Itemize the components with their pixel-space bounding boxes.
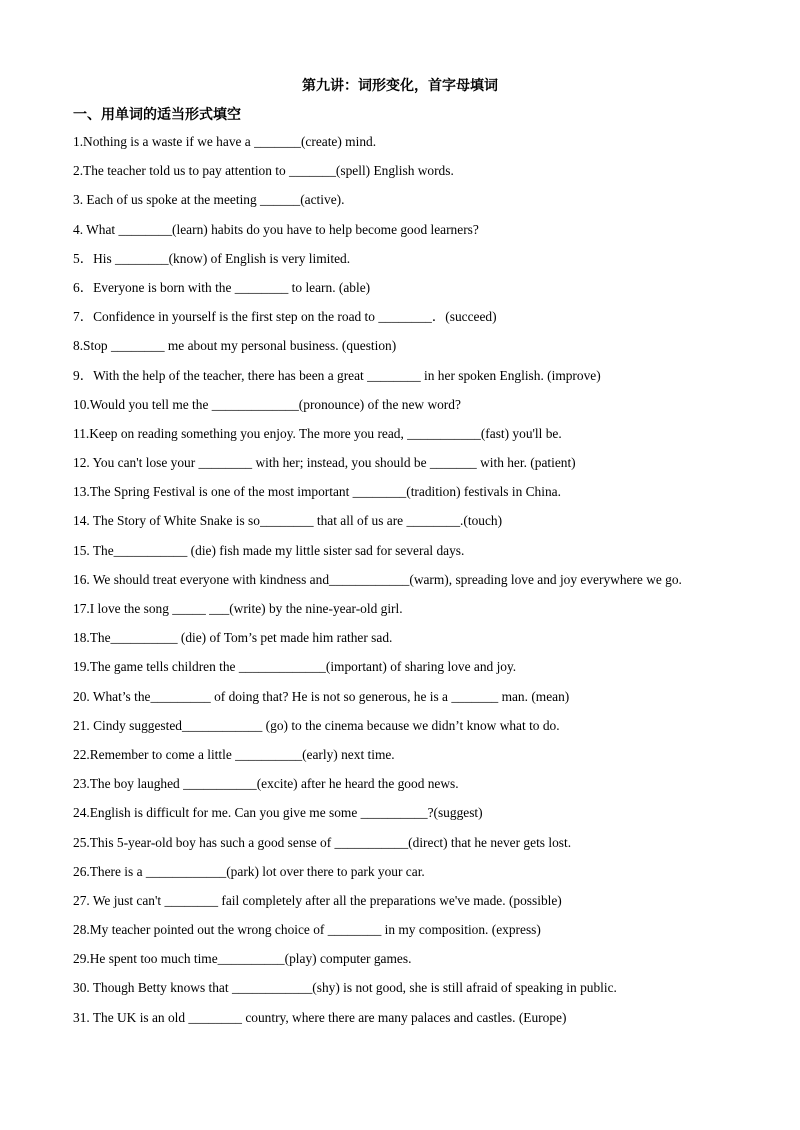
question-item: 10.Would you tell me the _____________(pronounce) of the new word? xyxy=(73,396,461,412)
question-item: 25.This 5-year-old boy has such a good sense of ___________(direct) that he never gets lost. xyxy=(73,834,572,850)
question-item: 18.The__________ (die) of Tom’s pet made him rather sad. xyxy=(73,630,393,646)
question-item: 20. What’s the_________ of doing that? He is not so generous, he is a _______ man. (mean) xyxy=(73,688,570,704)
question-item: 4. What ________(learn) habits do you have to help become good learners? xyxy=(73,221,479,237)
question-item: 24.English is difficult for me. Can you give me some __________?(suggest) xyxy=(73,805,483,821)
question-item: 5．His ________(know) of English is very limited. xyxy=(73,250,351,266)
question-item: 21. Cindy suggested____________ (go) to the cinema because we didn’t know what to do. xyxy=(73,717,560,733)
question-item: 8.Stop ________ me about my personal business. (question) xyxy=(73,338,397,354)
question-item: 17.I love the song _____ ___(write) by the nine-year-old girl. xyxy=(73,601,403,616)
question-item: 16. We should treat everyone with kindness and____________(warm), spreading love and joy everywhere we go. xyxy=(73,571,682,587)
question-item: 27. We just can't ________ fail completely after all the preparations we've made. (possible) xyxy=(73,892,562,908)
question-item: 6．Everyone is born with the ________ to learn. (able) xyxy=(73,279,371,295)
question-item: 19.The game tells children the _____________(important) of sharing love and joy. xyxy=(73,659,517,675)
question-list xyxy=(73,132,763,1037)
question-item: 2.The teacher told us to pay attention to _______(spell) English words. xyxy=(73,163,454,179)
question-item: 30. Though Betty knows that ____________(shy) is not good, she is still afraid of speaking in public. xyxy=(73,980,617,996)
question-item: 31. The UK is an old ________ country, where there are many palaces and castles. (Europe) xyxy=(73,1009,567,1025)
question-item: 7．Confidence in yourself is the first step on the road to ________．(succeed) xyxy=(73,309,497,325)
question-item: 14. The Story of White Snake is so________ that all of us are ________.(touch) xyxy=(73,513,503,529)
question-item: 11.Keep on reading something you enjoy. The more you read, ___________(fast) you'll be. xyxy=(73,425,562,441)
question-item: 13.The Spring Festival is one of the most important ________(tradition) festivals in China. xyxy=(73,484,561,500)
question-item: 22.Remember to come a little __________(early) next time. xyxy=(73,746,395,762)
question-item: 29.He spent too much time__________(play) computer games. xyxy=(73,951,412,967)
question-item: 28.My teacher pointed out the wrong choice of ________ in my composition. (express) xyxy=(73,922,541,938)
question-item: 26.There is a ____________(park) lot over there to park your car. xyxy=(73,863,425,879)
question-item: 1.Nothing is a waste if we have a _______(create) mind. xyxy=(73,134,377,149)
question-item: 23.The boy laughed ___________(excite) after he heard the good news. xyxy=(73,776,459,792)
question-item: 15. The___________ (die) fish made my little sister sad for several days. xyxy=(73,542,465,558)
page-title: 第九讲：词形变化，首字母填词 xyxy=(302,78,498,94)
section-heading: 一、用单词的适当形式填空 xyxy=(73,107,241,123)
question-item: 3. Each of us spoke at the meeting ______(active). xyxy=(73,192,345,208)
question-item: 9．With the help of the teacher, there has been a great ________ in her spoken English. (improve) xyxy=(73,367,601,383)
question-item: 12. You can't lose your ________ with her; instead, you should be _______ with her. (patient) xyxy=(73,455,576,471)
